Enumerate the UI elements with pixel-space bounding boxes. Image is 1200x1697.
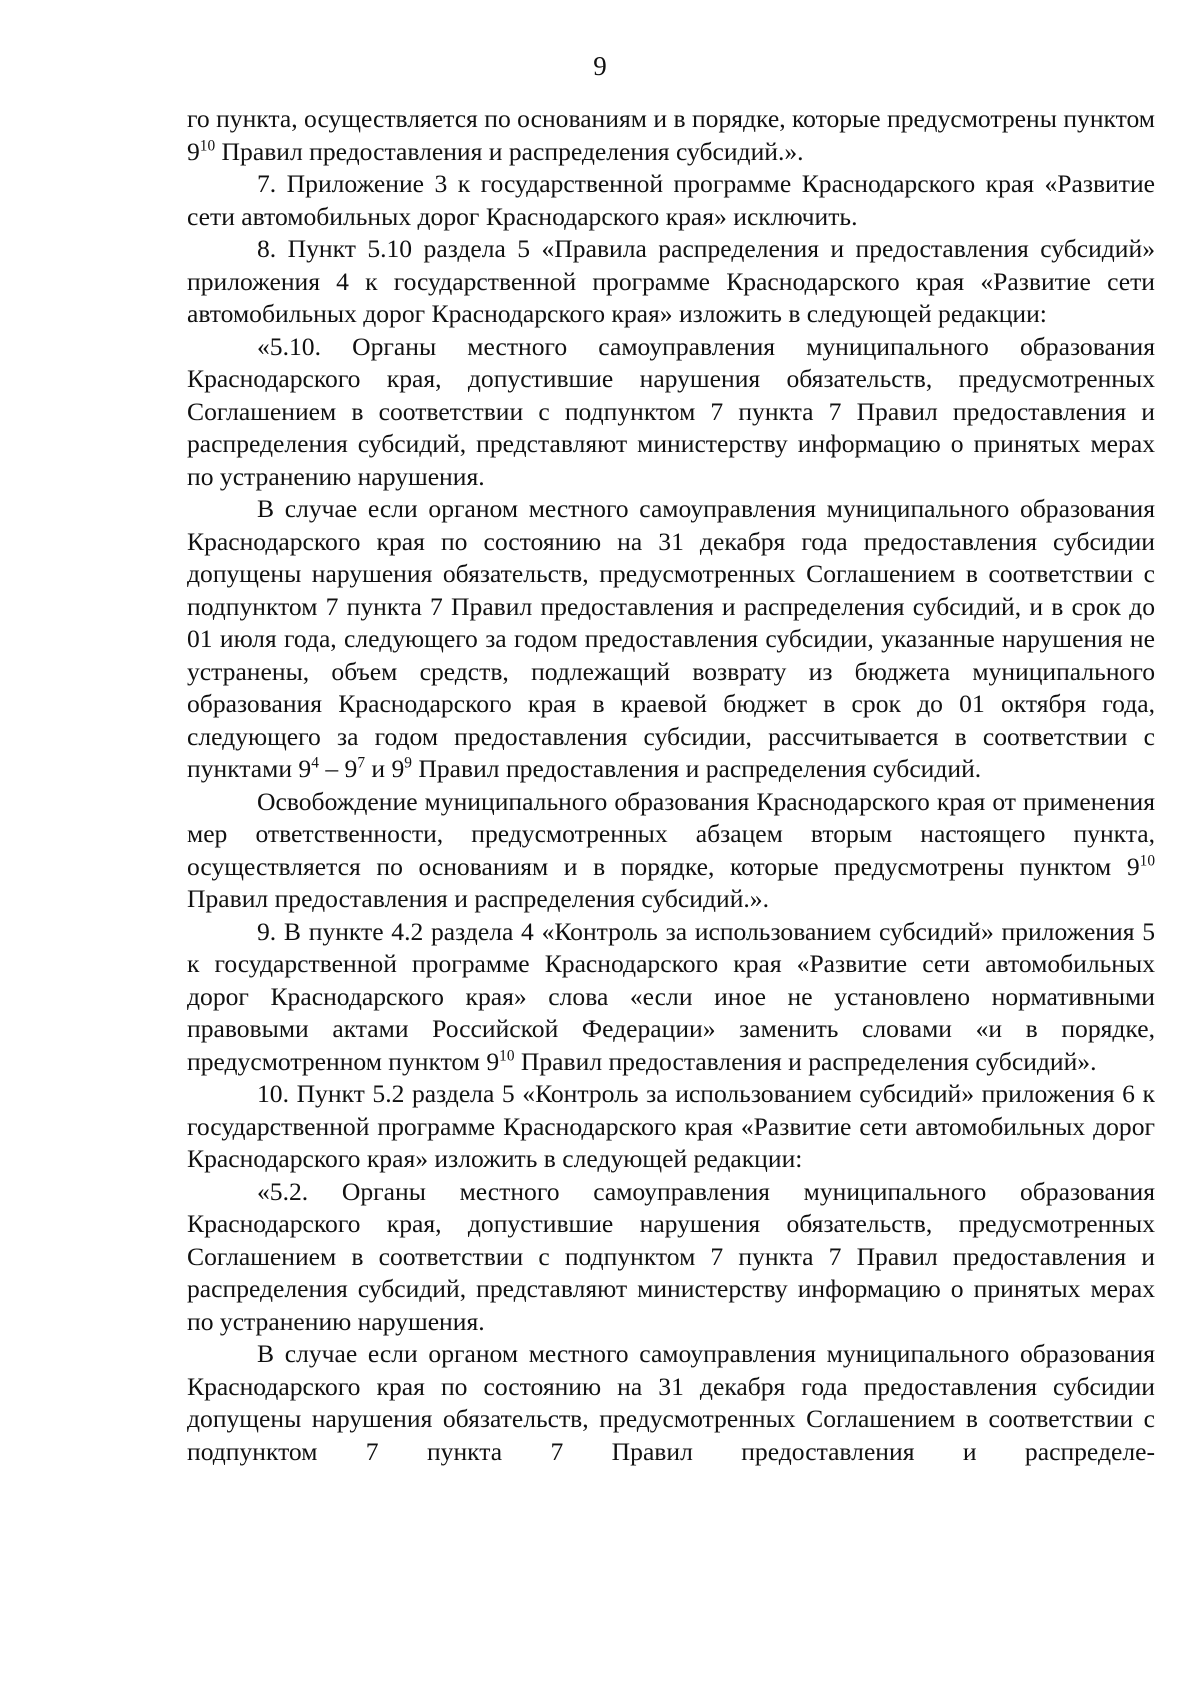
paragraph-clause-5-2 [187,1176,1155,1339]
paragraph-text: 9. В пункте 4.2 раздела 4 «Контроль за использованием субсидий» приложения 5 к государственной программе Краснодарского края «Развитие сети автомобильных дорог Краснодарского края» слова «если иное не установлено нормативными правовыми актами Российской Федерации» заменить словами «и в порядке, предусмотренном пунктом 9 [187,916,1155,1076]
superscript: 10 [499,1046,515,1064]
paragraph-clause-5-10 [187,331,1155,494]
paragraph-text: го пункта, осуществляется по основаниям и в порядке, которые предусмотрены пунктом 9 [187,104,1155,166]
paragraph-text: В случае если органом местного самоуправления муниципального образования Краснодарского края по состоянию на 31 декабря года предоставления субсидии допущены нарушения обязательств, предусмотренных Соглашением в соответствии с подпунктом 7 пункта 7 Правил предоставления и распределе- [187,1339,1155,1466]
paragraph-text: и 9 [365,754,405,783]
paragraph-text: 8. Пункт 5.10 раздела 5 «Правила распределения и предоставления субсидий» приложения 4 к государственной программе Краснодарского края «Развитие сети автомобильных дорог Краснодарского края» изложить в следующей редакции: [187,234,1155,328]
paragraph-text: Правил предоставления и распределения субсидий. [411,754,982,783]
paragraph-text: Освобождение муниципального образования Краснодарского края от применения мер ответственности, предусмотренных абзацем вторым настоящего пункта, осуществляется по основаниям и в порядке, которые предусмотрены пунктом 9 [187,786,1155,881]
paragraph-text: 7. Приложение 3 к государственной программе Краснодарского края «Развитие сети автомобильных дорог Краснодарского края» исключить. [187,169,1155,231]
paragraph-clause-5-10-exemption [187,786,1155,916]
paragraph-text: – 9 [318,754,358,783]
paragraph-continuation [187,103,1155,168]
page-number: 9 [593,51,607,81]
paragraph-text: В случае если органом местного самоуправления муниципального образования Краснодарского края по состоянию на 31 декабря года предоставления субсидии допущены нарушения обязательств, предусмотренных Соглашением в соответствии с подпунктом 7 пункта 7 Правил предоставления и распределения субсидий, и в срок до 01 июля года, следующего за годом предоставления субсидии, указанные нарушения не устранены, объем средств, подлежащий возврату из бюджета муниципального образования Краснодарского края в краевой бюджет в срок до 01 октября года, следующего за годом предоставления субсидии, рассчитывается в соответствии с пунктами 9 [187,494,1155,783]
paragraph-clause-5-2-case [187,1338,1155,1468]
paragraph-item-8 [187,233,1155,331]
superscript: 10 [199,136,216,154]
superscript: 9 [404,754,412,772]
paragraph-text: «5.10. Органы местного самоуправления муниципального образования Краснодарского края, допустившие нарушения обязательств, предусмотренных Соглашением в соответствии с подпунктом 7 пункта 7 Правил предоставления и распределения субсидий, представляют министерству информацию о принятых мерах по устранению нарушения. [187,331,1155,491]
paragraph-text: Правил предоставления и распределения субсидий.». [215,136,804,166]
document-body [187,103,1155,1468]
paragraph-text: Правил предоставления и распределения субсидий». [514,1046,1097,1076]
superscript: 4 [311,754,319,772]
paragraph-text: «5.2. Органы местного самоуправления муниципального образования Краснодарского края, допустившие нарушения обязательств, предусмотренных Соглашением в соответствии с подпунктом 7 пункта 7 Правил предоставления и распределения субсидий, представляют министерству информацию о принятых мерах по устранению нарушения. [187,1176,1155,1336]
paragraph-item-7 [187,168,1155,233]
paragraph-item-9 [187,916,1155,1079]
superscript: 7 [357,754,365,772]
paragraph-item-10 [187,1078,1155,1176]
paragraph-clause-5-10-case [187,493,1155,786]
paragraph-text: Правил предоставления и распределения субсидий.». [187,884,769,913]
superscript: 10 [1139,851,1155,869]
paragraph-text: 10. Пункт 5.2 раздела 5 «Контроль за использованием субсидий» приложения 6 к государственной программе Краснодарского края «Развитие сети автомобильных дорог Краснодарского края» изложить в следующей редакции: [187,1079,1155,1173]
